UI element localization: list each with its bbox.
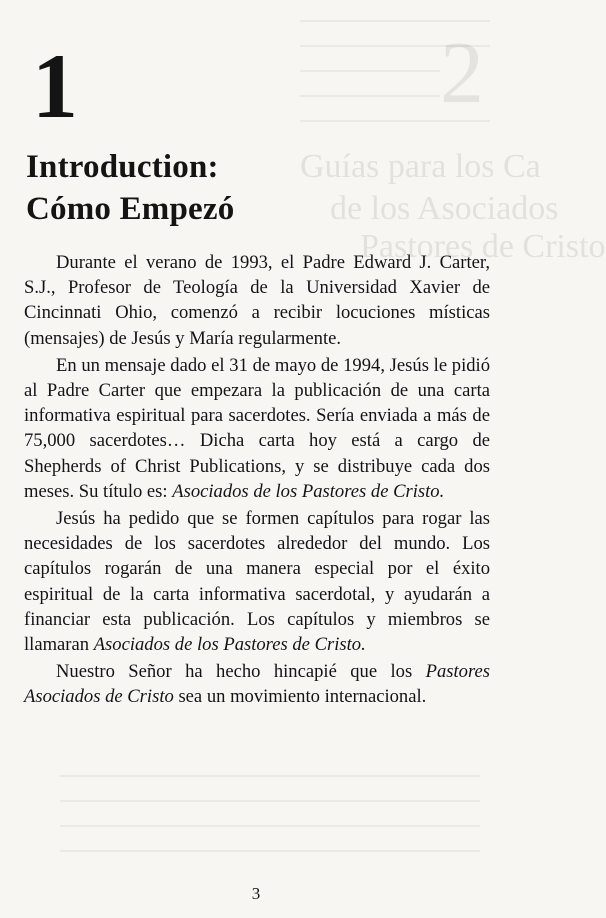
chapter-title (26, 146, 234, 230)
body-text (24, 250, 490, 710)
paragraph (24, 250, 490, 351)
paragraph (24, 659, 490, 709)
paragraph-text: En un mensaje dado el 31 de mayo de 1994, Jesús le pidió al Padre Carter que empezara la publicación de una carta informativa espiritual para sacerdotes. Sería enviada a más de 75,000 sacerdotes… Dicha carta hoy está a cargo de Shepherds of Christ Publications, y se distribuye cada dos meses. Su título es: (24, 354, 490, 502)
paragraph-text: sea un movimiento internacional. (173, 686, 427, 708)
paragraph-text: Durante el verano de 1993, el Padre Edward J. Carter, S.J., Profesor de Teología de la Universidad Xavier de Cincinnati Ohio, comenzó a recibir locuciones místicas (mensajes) de Jesús y María regularmente. (24, 252, 490, 349)
chapter-title-line-2: Cómo Empezó (26, 191, 235, 227)
paragraph (24, 353, 490, 504)
chapter-title-line-1: Introduction: (26, 149, 219, 185)
movement-name: Pastores Asociados de Cristo (24, 661, 490, 708)
chapter-number: 1 (32, 35, 78, 137)
chapter-members-name: Asociados de los Pastores de Cristo. (93, 634, 366, 656)
publication-title: Asociados de los Pastores de Cristo. (172, 480, 445, 502)
bleed-through-background: 2 Guías para los Ca de los Asociados Pastores de Cristo (0, 0, 512, 918)
paragraph (24, 506, 490, 657)
paragraph-text: Nuestro Señor ha hecho hincapié que los (56, 661, 426, 683)
paragraph-text: Jesús ha pedido que se formen capítulos para rogar las necesidades de los sacerdotes alrededor del mundo. Los capítulos rogarán de una manera especial por el éxito espiritual de la carta informativa sacerdotal, y ayudarán a financiar esta publicación. Los capítulos y miembros se llamaran (24, 508, 490, 656)
page-number: 3 (251, 884, 261, 903)
